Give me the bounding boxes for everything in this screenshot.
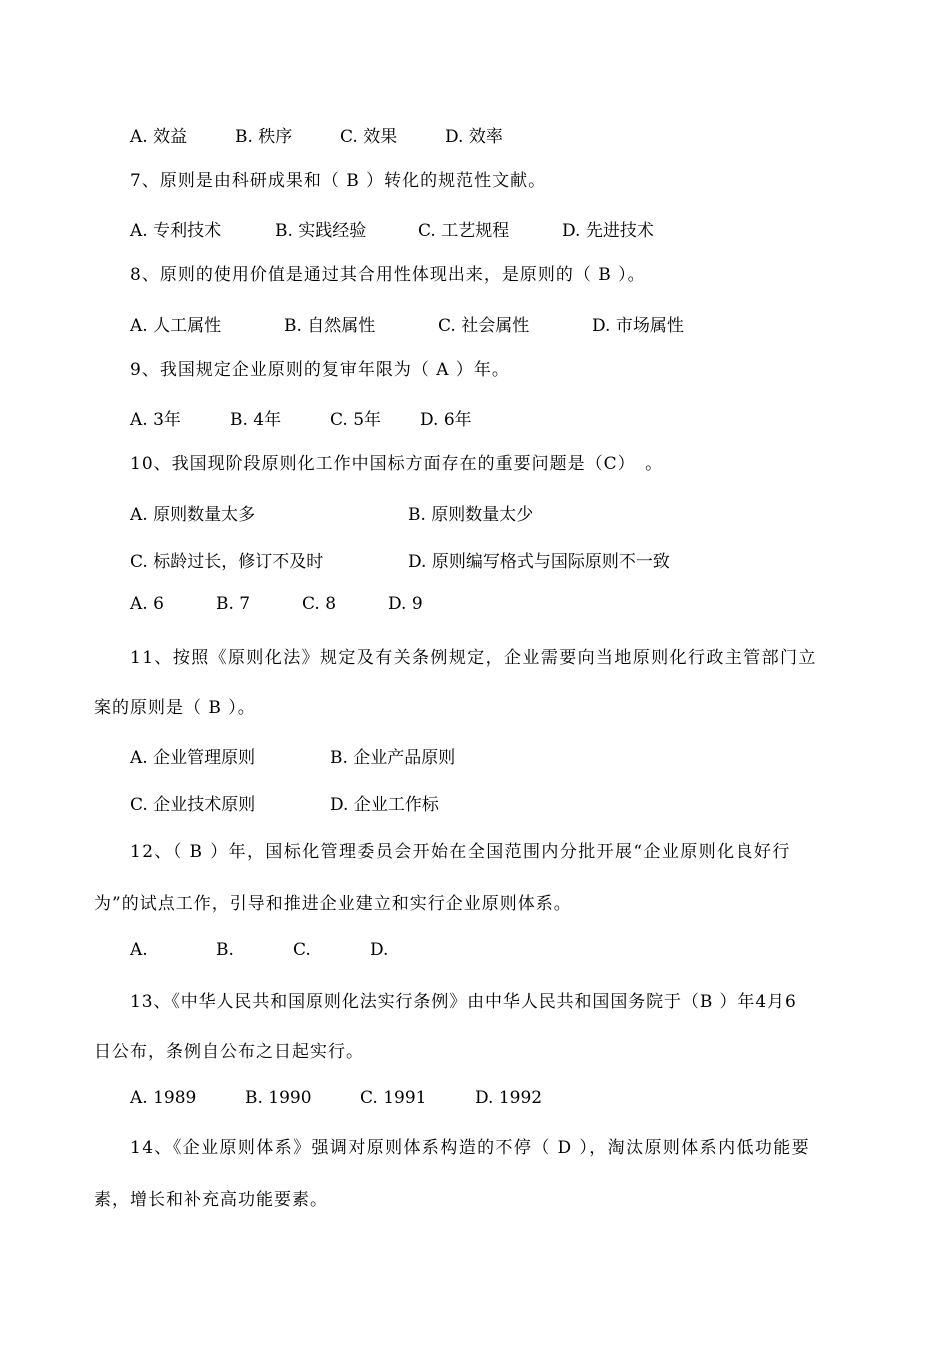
- option-c: C. 8: [302, 594, 337, 614]
- option-b: B. 自然属性: [284, 316, 376, 336]
- q6-options: [130, 122, 930, 146]
- option-a: A. 6: [130, 594, 164, 614]
- q9-stem: 9、我国规定企业原则的复审年限为（ A ）年。: [130, 360, 510, 380]
- option-d: D.: [370, 940, 389, 960]
- option-b: B. 4年: [230, 410, 282, 430]
- option-a: A. 1989: [130, 1088, 197, 1108]
- q7-options: [130, 216, 930, 240]
- q12-stem-line2: 为”的试点工作，引导和推进企业建立和实行企业原则体系。: [94, 894, 572, 914]
- option-d: D. 企业工作标: [330, 795, 439, 815]
- q12-options: [130, 940, 930, 964]
- q9-options: [130, 405, 930, 429]
- q14-stem-line2: 素，增长和补充高功能要素。: [94, 1190, 328, 1210]
- option-d: D. 先进技术: [562, 221, 654, 241]
- option-c: C. 企业技术原则: [130, 795, 256, 815]
- option-a: A. 3年: [130, 410, 181, 430]
- option-d: D. 6年: [420, 410, 472, 430]
- q11-stem-line2: 案的原则是（ B ）。: [94, 698, 256, 718]
- q13-stem-line2: 日公布，条例自公布之日起实行。: [94, 1042, 364, 1062]
- option-a: A. 人工属性: [130, 316, 222, 336]
- option-d: D. 效率: [445, 127, 503, 147]
- q13-options: [130, 1088, 930, 1112]
- option-b: B.: [216, 940, 234, 960]
- q11-options-row1: [130, 743, 930, 767]
- q10-stem: 10、我国现阶段原则化工作中国标方面存在的重要问题是（C） 。: [130, 454, 664, 474]
- option-c: C. 社会属性: [438, 316, 530, 336]
- q10-options-row2: [130, 547, 930, 571]
- option-d: D. 市场属性: [592, 316, 684, 336]
- option-c: C. 1991: [360, 1088, 427, 1108]
- q10-options-row1: [130, 500, 930, 524]
- option-a: A.: [130, 940, 148, 960]
- option-b: B. 秩序: [235, 127, 293, 147]
- option-b: B. 实践经验: [275, 221, 367, 241]
- option-b: B. 7: [216, 594, 251, 614]
- option-c: C. 效果: [340, 127, 398, 147]
- option-b: B. 企业产品原则: [330, 748, 456, 768]
- q12-stem-line1: 12、（ B ）年，国标化管理委员会开始在全国范围内分批开展“企业原则化良好行: [130, 842, 791, 862]
- option-c: C. 标龄过长，修订不及时: [130, 552, 324, 572]
- q7-stem: 7、原则是由科研成果和（ B ）转化的规范性文献。: [130, 171, 547, 191]
- option-d: D. 9: [388, 594, 423, 614]
- q10-extra-options: [130, 594, 930, 618]
- q11-stem-line1: 11、按照《原则化法》规定及有关条例规定，企业需要向当地原则化行政主管部门立: [130, 648, 817, 668]
- q13-stem-line1: 13、《中华人民共和国原则化法实行条例》由中华人民共和国国务院于（B ）年4月6: [130, 992, 797, 1012]
- option-a: A. 效益: [130, 127, 188, 147]
- option-c: C.: [293, 940, 311, 960]
- option-a: A. 原则数量太多: [130, 505, 256, 525]
- option-a: A. 专利技术: [130, 221, 222, 241]
- q8-stem: 8、原则的使用价值是通过其合用性体现出来，是原则的（ B ）。: [130, 265, 646, 285]
- option-d: D. 1992: [475, 1088, 543, 1108]
- option-d: D. 原则编写格式与国际原则不一致: [408, 552, 670, 572]
- option-b: B. 原则数量太少: [408, 505, 534, 525]
- option-c: C. 5年: [330, 410, 382, 430]
- option-b: B. 1990: [245, 1088, 312, 1108]
- q11-options-row2: [130, 790, 930, 814]
- q8-options: [130, 311, 930, 335]
- option-c: C. 工艺规程: [418, 221, 510, 241]
- option-a: A. 企业管理原则: [130, 748, 256, 768]
- q14-stem-line1: 14、《企业原则体系》强调对原则体系构造的不停（ D ），淘汰原则体系内低功能要: [130, 1138, 811, 1158]
